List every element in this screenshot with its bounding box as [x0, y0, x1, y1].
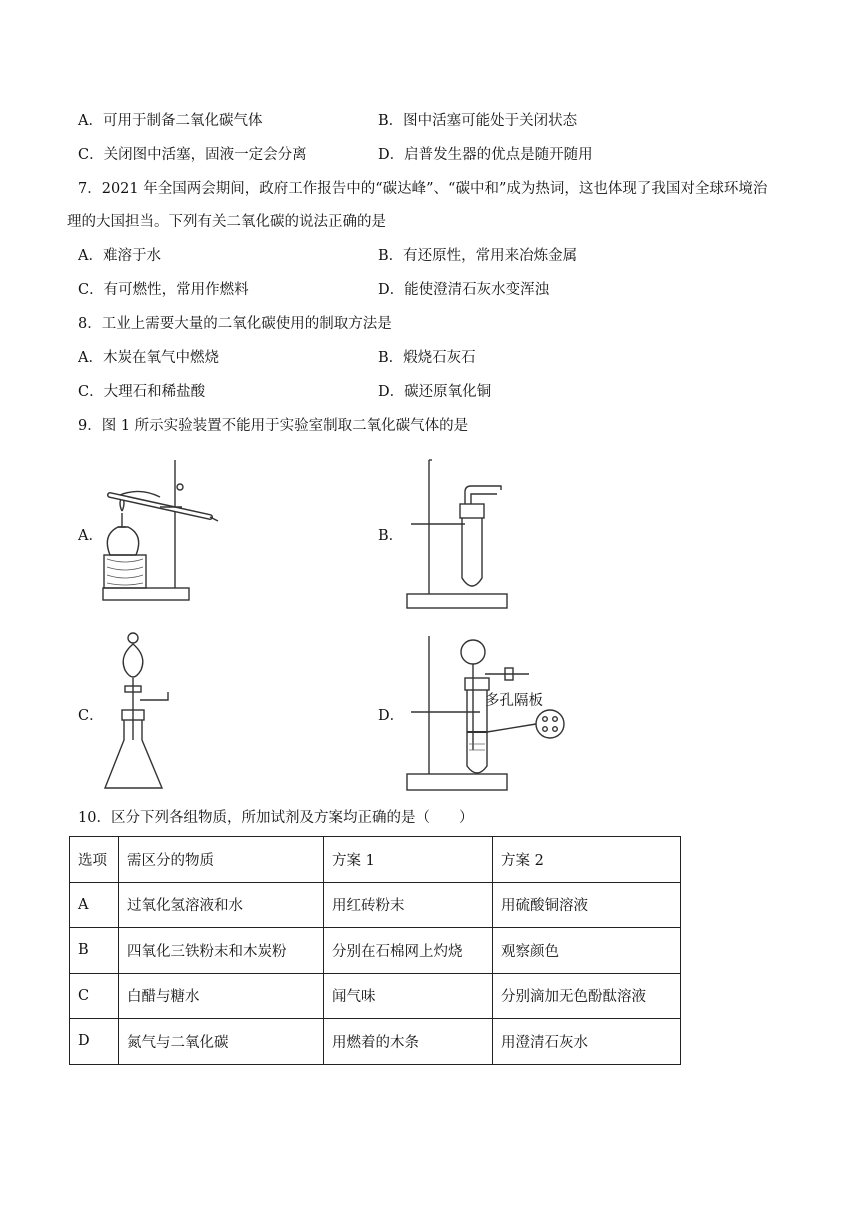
q8-option-a: A．木炭在氧气中燃烧 [78, 350, 219, 366]
q10-stem: 10．区分下列各组物质，所加试剂及方案均正确的是（ ） [78, 810, 474, 826]
q6-option-c: C．关闭图中活塞，固液一定会分离 [78, 147, 307, 163]
q9-label-c: C． [78, 708, 104, 724]
apparatus-a-heating-figure [100, 455, 220, 605]
q7-stem-line2: 理的大国担当。下列有关二氧化碳的说法正确的是 [67, 214, 386, 230]
row-b-plan-1: 分别在石棉网上灼烧 [324, 928, 493, 974]
q6-option-a: A．可用于制备二氧化碳气体 [78, 113, 263, 129]
row-d-substances: 氮气与二氧化碳 [119, 1019, 324, 1065]
header-option: 选项 [70, 837, 119, 883]
q8-option-c: C．大理石和稀盐酸 [78, 384, 206, 400]
row-c-substances: 白醋与糖水 [119, 973, 324, 1019]
row-d-plan-2: 用澄清石灰水 [493, 1019, 681, 1065]
q10-table [69, 836, 681, 1065]
q9-stem: 9．图 1 所示实验装置不能用于实验室制取二氧化碳气体的是 [78, 418, 469, 434]
q9-label-d: D． [378, 708, 405, 724]
header-substances: 需区分的物质 [119, 837, 324, 883]
q7-option-d: D．能使澄清石灰水变浑浊 [378, 282, 550, 298]
table-row [70, 928, 681, 974]
row-a-plan-2: 用硫酸铜溶液 [493, 882, 681, 928]
porous-plate-label: 多孔隔板 [485, 693, 543, 709]
q8-option-d: D．碳还原氧化铜 [378, 384, 492, 400]
row-d-option: D [70, 1019, 119, 1065]
q7-option-c: C．有可燃性，常用作燃料 [78, 282, 249, 298]
apparatus-d-porous-plate-figure [405, 634, 565, 794]
table-header-row [70, 837, 681, 883]
table-row [70, 973, 681, 1019]
q6-option-d: D．启普发生器的优点是随开随用 [378, 147, 593, 163]
header-plan-2: 方案 2 [493, 837, 681, 883]
row-a-plan-1: 用红砖粉末 [324, 882, 493, 928]
row-c-option: C [70, 973, 119, 1019]
q7-option-a: A．难溶于水 [78, 248, 161, 264]
table-row [70, 882, 681, 928]
row-a-substances: 过氧化氢溶液和水 [119, 882, 324, 928]
q6-option-b: B．图中活塞可能处于关闭状态 [378, 113, 578, 129]
row-a-option: A [70, 882, 119, 928]
apparatus-c-flask-figure [100, 630, 200, 795]
row-c-plan-2: 分别滴加无色酚酞溶液 [493, 973, 681, 1019]
q8-stem: 8．工业上需要大量的二氧化碳使用的制取方法是 [78, 316, 392, 332]
row-b-option: B [70, 928, 119, 974]
table-row [70, 1019, 681, 1065]
row-c-plan-1: 闻气味 [324, 973, 493, 1019]
q9-label-a: A． [78, 528, 103, 544]
q9-label-b: B． [378, 528, 404, 544]
row-b-substances: 四氧化三铁粉末和木炭粉 [119, 928, 324, 974]
row-d-plan-1: 用燃着的木条 [324, 1019, 493, 1065]
q7-option-b: B．有还原性，常用来冶炼金属 [378, 248, 578, 264]
row-b-plan-2: 观察颜色 [493, 928, 681, 974]
q7-stem-line1: 7．2021 年全国两会期间，政府工作报告中的“碳达峰”、“碳中和”成为热词，这也体现了我国对全球环境治 [78, 181, 768, 197]
header-plan-1: 方案 1 [324, 837, 493, 883]
q8-option-b: B．煅烧石灰石 [378, 350, 476, 366]
apparatus-b-test-tube-figure [405, 458, 515, 610]
